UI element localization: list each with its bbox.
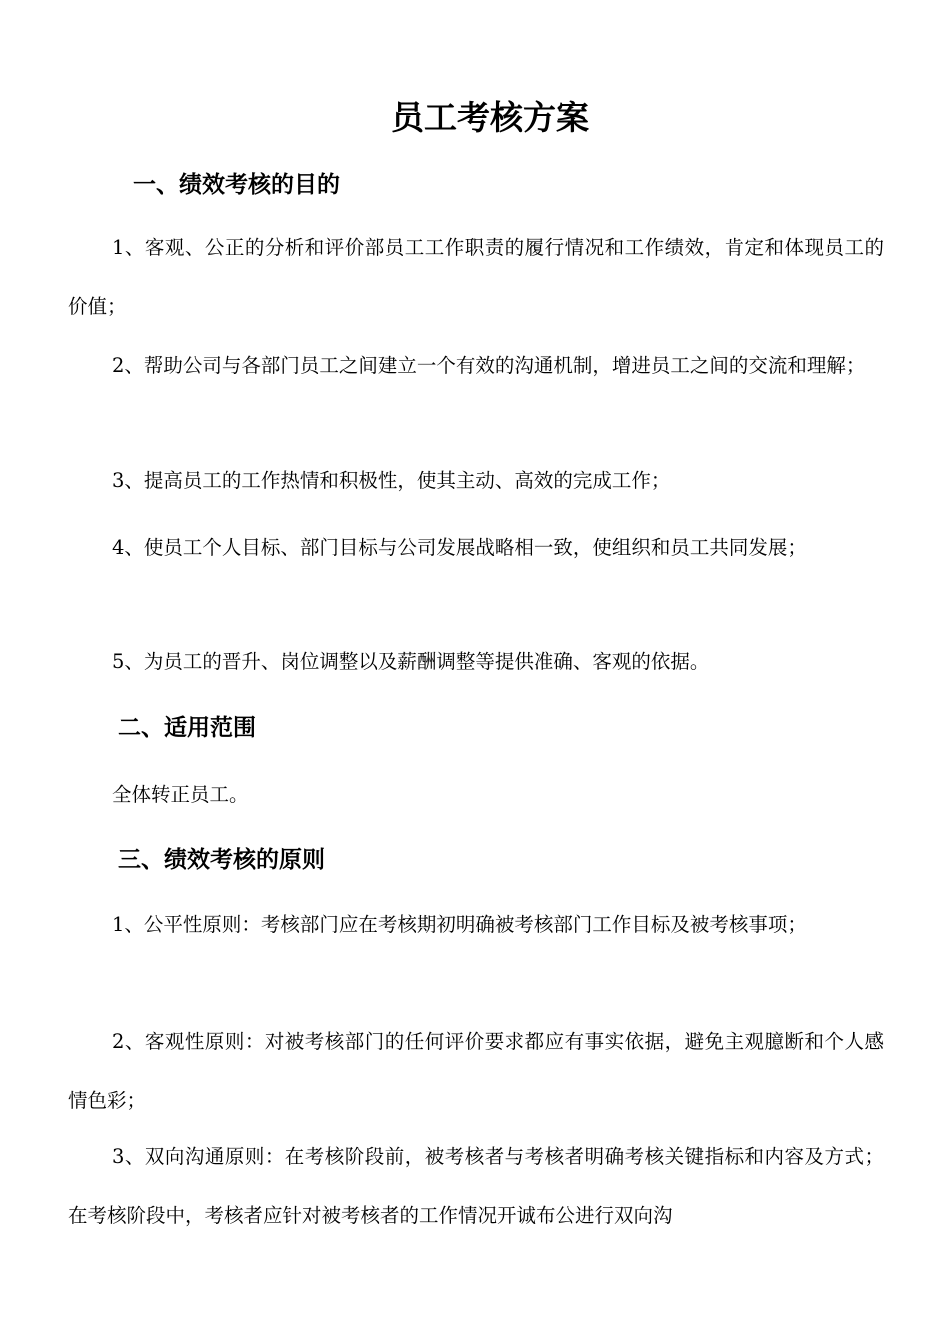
document-title: 员工考核方案 xyxy=(391,98,589,137)
paragraph: 3、提高员工的工作热情和积极性，使其主动、高效的完成工作； xyxy=(112,469,671,492)
paragraph: 2、帮助公司与各部门员工之间建立一个有效的沟通机制，增进员工之间的交流和理解； xyxy=(112,354,866,377)
paragraph: 2、客观性原则：对被考核部门的任何评价要求都应有事实依据，避免主观臆断和个人感情色彩； xyxy=(68,1030,884,1112)
paragraph: 1、公平性原则：考核部门应在考核期初明确被考核部门工作目标及被考核事项； xyxy=(112,913,807,936)
section-heading-scope: 二、适用范围 xyxy=(118,715,256,741)
section-heading-principles: 三、绩效考核的原则 xyxy=(118,847,325,873)
paragraph: 全体转正员工。 xyxy=(112,783,249,806)
section-heading-purpose: 一、绩效考核的目的 xyxy=(133,172,340,198)
paragraph: 3、双向沟通原则：在考核阶段前，被考核者与考核者明确考核关键指标和内容及方式；在考核阶段中，考核者应针对被考核者的工作情况开诚布公进行双向沟 xyxy=(68,1145,884,1227)
paragraph: 5、为员工的晋升、岗位调整以及薪酬调整等提供准确、客观的依据。 xyxy=(112,650,710,673)
paragraph: 4、使员工个人目标、部门目标与公司发展战略相一致，使组织和员工共同发展； xyxy=(112,536,807,559)
paragraph: 1、客观、公正的分析和评价部员工工作职责的履行情况和工作绩效，肯定和体现员工的价值； xyxy=(68,236,884,318)
